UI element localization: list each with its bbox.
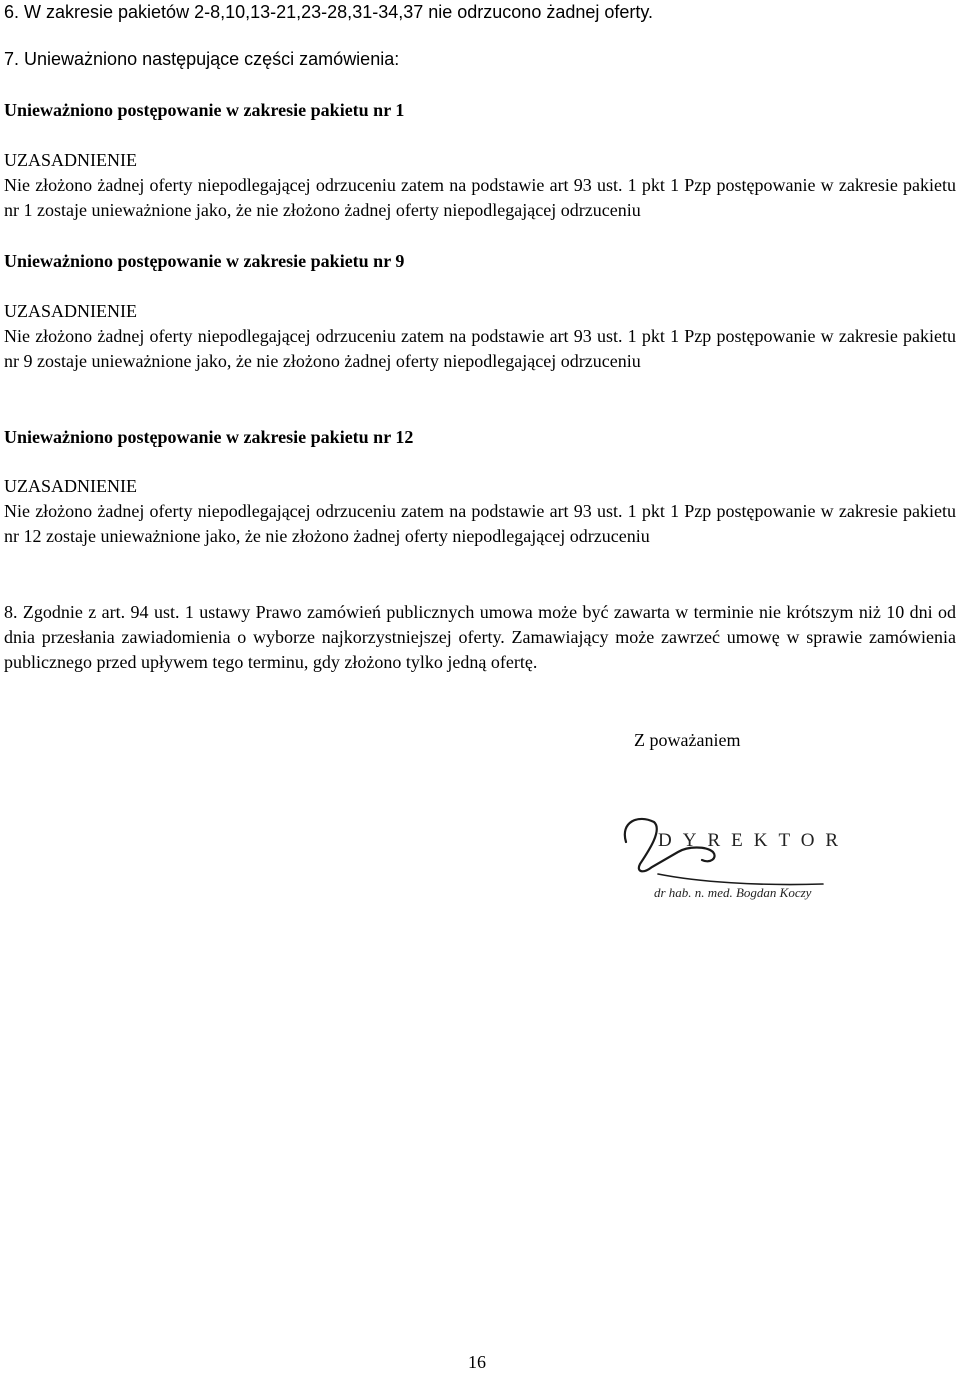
reason-label: UZASADNIENIE: [4, 301, 137, 321]
page-number: 16: [468, 1352, 486, 1372]
cancellation-heading: Unieważniono postępowanie w zakresie pakietu nr 1: [4, 100, 405, 120]
reason-label: UZASADNIENIE: [4, 476, 137, 496]
stamp-name: dr hab. n. med. Bogdan Koczy: [654, 885, 812, 900]
reason-text: Nie złożono żadnej oferty niepodlegającej odrzuceniu zatem na podstawie art 93 ust. 1 pkt 1 Pzp postępowanie w zakresie pakietu nr 9 zostaje unieważnione jako, że nie złożono żadnej oferty niepodlegającej odrzuceniu: [4, 326, 956, 371]
cancellation-heading: Unieważniono postępowanie w zakresie pakietu nr 9: [4, 251, 405, 271]
signature-underline: [658, 874, 823, 885]
stamp-title: DYREKTOR: [658, 830, 850, 851]
reason-text: Nie złożono żadnej oferty niepodlegającej odrzuceniu zatem na podstawie art 93 ust. 1 pkt 1 Pzp postępowanie w zakresie pakietu nr 12 zostaje unieważnione jako, że nie złożono żadnej oferty niepodlegającej odrzuceniu: [4, 501, 956, 546]
director-stamp-signature: [618, 812, 868, 912]
item-7: 7. Unieważniono następujące części zamówienia:: [4, 49, 400, 69]
item-6: 6. W zakresie pakietów 2-8,10,13-21,23-28,31-34,37 nie odrzucono żadnej oferty.: [4, 2, 654, 22]
reason-label: UZASADNIENIE: [4, 150, 137, 170]
closing-salutation: Z poważaniem: [634, 730, 741, 750]
reason-text: Nie złożono żadnej oferty niepodlegającej odrzuceniu zatem na podstawie art 93 ust. 1 pkt 1 Pzp postępowanie w zakresie pakietu nr 1 zostaje unieważnione jako, że nie złożono żadnej oferty niepodlegającej odrzuceniu: [4, 175, 956, 220]
item-8: 8. Zgodnie z art. 94 ust. 1 ustawy Prawo zamówień publicznych umowa może być zawarta w terminie nie krótszym niż 10 dni od dnia przesłania zawiadomienia o wyborze najkorzystniejszej oferty. Zamawiający może zawrzeć umowę w sprawie zamówienia publicznego przed upływem tego terminu, gdy złożono tylko jedną ofertę.: [4, 602, 956, 672]
cancellation-heading: Unieważniono postępowanie w zakresie pakietu nr 12: [4, 427, 414, 447]
